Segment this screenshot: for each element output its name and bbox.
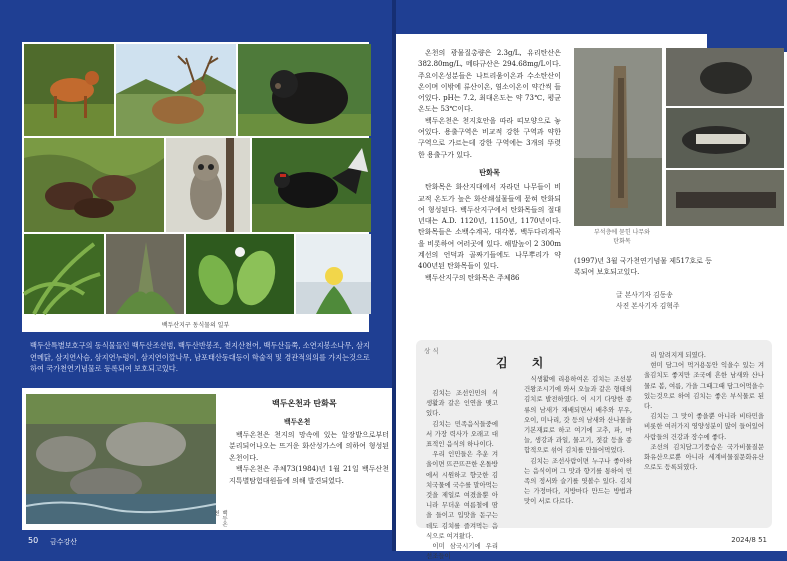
paragraph: 김치는 민족음식들중에서 가장 력사가 오래고 대표적인 음식의 하나이다. (426, 419, 498, 449)
section-title: 백두온천과 탄화목 (272, 399, 337, 408)
top-band (396, 0, 787, 34)
lily-leaves-photo (186, 234, 294, 314)
paragraph: 탄화목은 화산지대에서 자라던 나무들이 비교적 온도가 높은 화산쇄설물들에 묻혀 탄화되여 형성된다. 백두산지구에서 탄화목들의 절대년대는 A.D. 1120년, 1150년, 1170년이다. 탄화목들은 소백수계곡, 대각봉, 백두다리계곡을 비롯하여 여러곳에 있다. 해발높이 2 300m계선의 언덕과 골짜기들에도 나무뿌리가 약 400년된 탄화목들이 있다. (418, 183, 561, 271)
right-page (396, 0, 787, 561)
box-tag: 상 식 (424, 347, 439, 355)
sika-deer-photo (116, 44, 236, 136)
charred-wood-photo-2 (666, 108, 784, 168)
charred-wood-caption: 부석층에 묻힌 나무와 탄화목 (594, 229, 650, 245)
magazine-name: 금수강산 (50, 538, 78, 546)
intro-text: 백두산특별보호구의 동식물들인 백두산조선범, 백두산반봉조, 천지산천어, 백두산들쭉, 소연지봉소나무, 삼지연메닭, 삼지연사슴, 삼지연누렁이, 삼지연이깔나무, 남포태산동대등이 학술적 및 경관적의의를 가지는것으로 하여 국가천연기념물로 등록되여 보호되고있다. (30, 341, 370, 373)
kimchi-column-1 (426, 388, 498, 561)
charred-wood-photo-3 (666, 170, 784, 226)
charred-wood-note: (1997)년 3월 국가천연기념물 제517호로 등록되여 보호되고있다. (574, 257, 712, 277)
paragraph: 백두온천은 천지호안을 따라 띠모양으로 놓여있다. 용출구역은 비교적 강한 구역과 약한 구역으로 가르는데 강한 구역에는 3개의 뚜렷한 용출구가 있다. (418, 116, 561, 159)
paragraph: 김치는 조선사람이면 누구나 좋아하는 음식이며 그 맛과 향기를 통하여 민족의 정서와 슬기를 엿볼수 있다. 김치는 가정마다, 지방마다 만드는 방법과 맛이 서로 다르다. (524, 456, 632, 506)
left-page (0, 0, 392, 551)
black-grouse-photo (252, 138, 371, 232)
hot-spring-caption: 백두온천 (213, 510, 227, 527)
kimchi-column-2 (524, 374, 632, 507)
credit-line: 글 본사기자 김동송 (616, 291, 673, 299)
herb-plant-photo (106, 234, 184, 314)
paragraph: 백두산지구의 탄화목은 주체86 (425, 273, 520, 282)
owl-photo (166, 138, 250, 232)
paragraph: 백두온천은 천지의 망속에 있는 알장밭으로부터 분리되어나오는 뜨거운 화산성가스에 의하여 형성된 온천이다. (229, 431, 389, 462)
black-bear-photo (238, 44, 371, 136)
hot-spring-section (22, 388, 392, 530)
paragraph: 조선의 김치담그기풍습은 국가비물질문화유산으로뿐 아니라 세계비물질문화유산으로도 등록되였다. (644, 442, 764, 472)
paragraph: 이미 삼국시기에 우리 선조들이 (426, 542, 498, 561)
paragraph: 온천의 광물질총량은 2.3g/L, 유리탄산은 382.80mg/L, 메타규산은 294.68mg/L이다. 주요이온성분들은 나트리움이온과 수소탄산이온이며 이밖에 류산이온, 염소이온이 약간씩 들어있다. pH는 7.2, 최대온도는 약 73℃, 평균온도는 53℃이다. (418, 49, 561, 114)
roe-deer-photo (24, 44, 114, 136)
credit-line: 사진 본사기자 김혁주 (616, 302, 680, 310)
box-title: 김 치 (496, 356, 554, 370)
wild-boar-piglets-photo (24, 138, 164, 232)
hot-spring-photo (26, 394, 216, 524)
wildlife-photo-grid (22, 42, 369, 332)
buried-tree-photo (574, 48, 662, 226)
page-number-left: 50 (28, 536, 39, 545)
paragraph: 식생활에 리용하여온 김치는 조선봉건왕조시기에 와서 오늘과 같은 형태의 김치로 발전하였다. 이 시기 다양한 종류의 남새가 재배되면서 배추와 무우, 오이, 미나리, 갓 등의 남새와 산나물을 기본재료로 하고 여기에 고추, 파, 마늘, 생강과 과일, 물고기, 젓갈 등을 종합적으로 섞어 김치를 만들어먹었다. (524, 375, 632, 455)
kimchi-column-3 (644, 350, 764, 472)
charred-wood-heading: 탄화목 (479, 167, 500, 177)
paragraph: 김치는 그 맛이 좋을뿐 아니라 비타민을 비롯한 여러가지 영양성분이 많이 들어있어 사람들의 건강과 장수에 좋다. (644, 412, 764, 441)
credits (616, 290, 679, 312)
paragraph: 백두온천은 주체73(1984)년 1월 21일 백두산천지특별탐험대원들에 의해 발견되였다. (229, 465, 389, 485)
hot-spring-text (229, 430, 389, 487)
paragraph: 우리 인민들은 추운 겨울이면 뜨끈뜨끈한 온돌방에서 시원하고 향긋한 김치국물에 국수를 말아먹는것을 제일로 여겼을뿐 아니라 무더운 여름철에 땀을 들이고 입맛을 돋구는데도 김치를 즐겨먹는 음식으로 여겨왔다. (426, 450, 498, 540)
paragraph: 현미 담그어 먹거용동안 익을수 있는 겨울김치도 좋지만 조국에 흔한 남새와 산나물로 봄, 여름, 가을 그때그때 담그어먹을수 있는것으로 하여 김치는 좋은 부식물로 된다. (644, 361, 764, 411)
page-number-right: 2024/8 51 (731, 536, 767, 544)
fern-photo (24, 234, 104, 314)
grid-caption: 백두산지구 동식물의 일부 (161, 322, 230, 329)
paragraph: 김치는 조선인민의 식생활과 갈은 인연을 맺고있다. (426, 389, 498, 418)
charred-wood-photo-1 (666, 48, 784, 106)
snow-flower-photo (296, 234, 371, 314)
charred-wood-photos (574, 48, 784, 248)
paragraph: 리 알려지게 되였다. (650, 351, 706, 359)
hot-spring-column (418, 48, 561, 284)
sub-title: 백두온천 (284, 418, 311, 426)
